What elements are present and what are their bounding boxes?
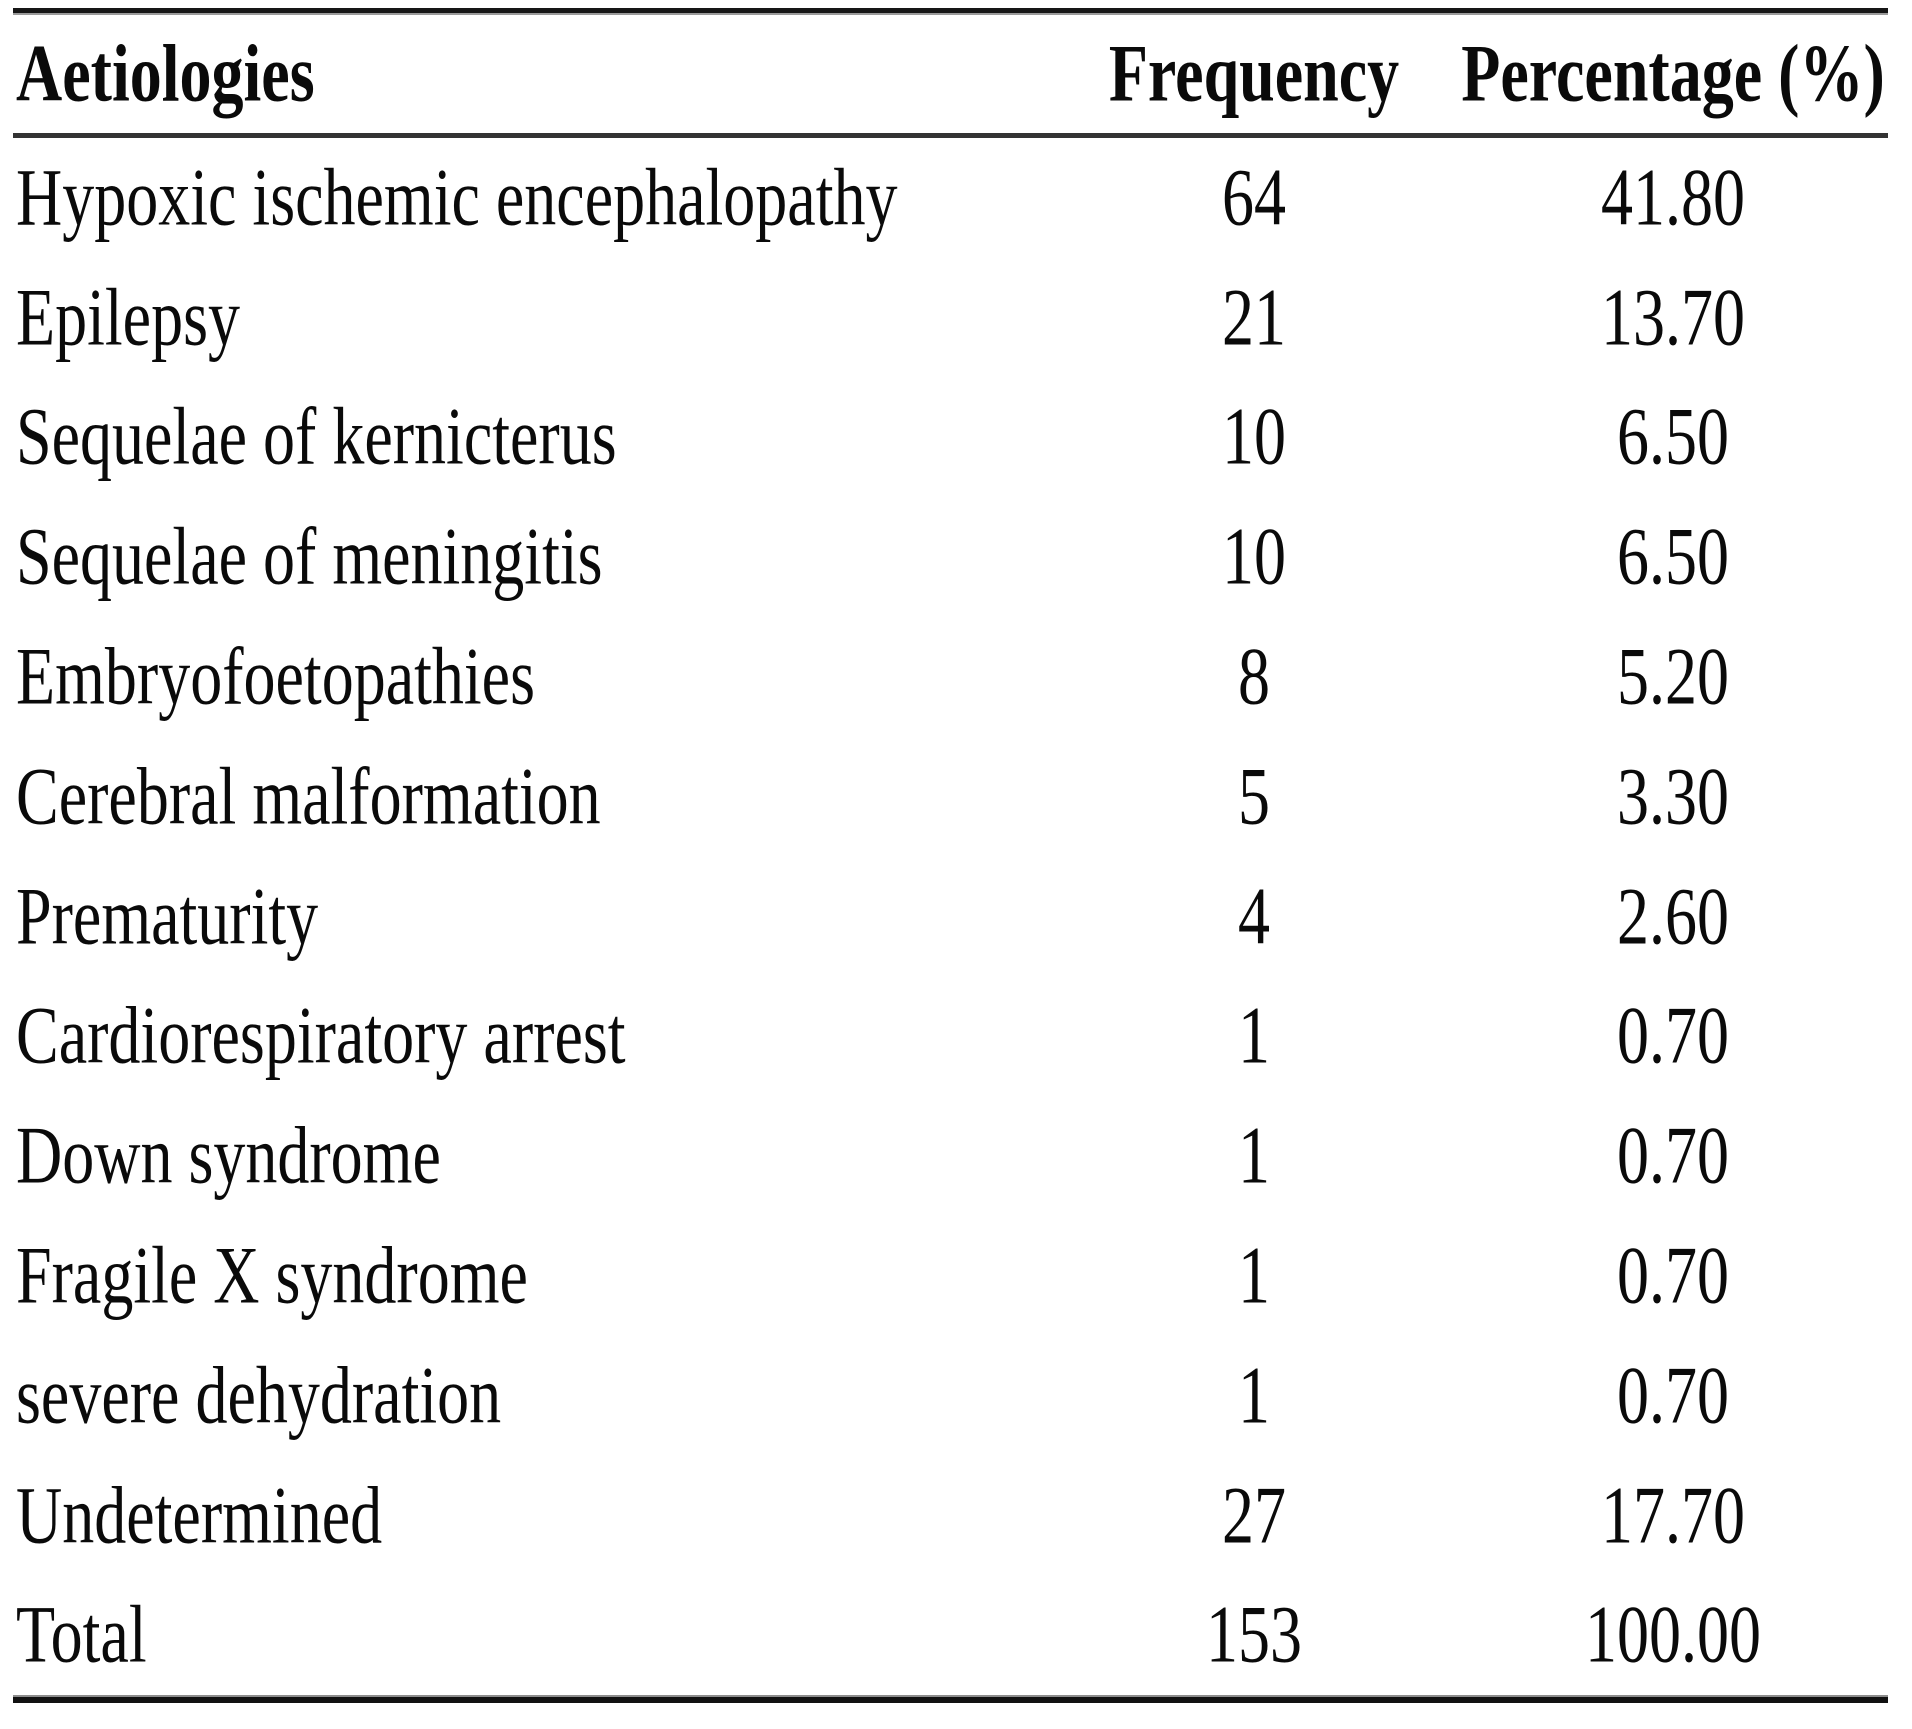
table-top-rule [13, 8, 1888, 15]
frequency-value: 64 [1222, 152, 1286, 243]
table-row [0, 1456, 1912, 1576]
percentage-cell [1458, 1469, 1888, 1561]
column-header-percentage-label: Percentage (%) [1461, 28, 1885, 119]
aetiology-value: Fragile X syndrome [16, 1230, 528, 1321]
frequency-cell [1050, 631, 1458, 722]
frequency-value: 1 [1238, 1350, 1270, 1441]
table-row [0, 138, 1912, 258]
percentage-cell [1458, 152, 1888, 243]
percentage-cell [1458, 870, 1888, 962]
percentage-value: 41.80 [1601, 152, 1745, 243]
percentage-cell [1458, 1230, 1888, 1321]
frequency-value: 4 [1238, 870, 1270, 962]
aetiology-value: Prematurity [16, 870, 319, 962]
percentage-value: 6.50 [1617, 391, 1729, 482]
table-bottom-rule [13, 1695, 1888, 1703]
frequency-value: 1 [1238, 990, 1270, 1081]
frequency-value: 21 [1222, 271, 1286, 363]
frequency-cell [1050, 1110, 1458, 1201]
frequency-cell [1050, 271, 1458, 363]
frequency-cell [1050, 751, 1458, 842]
percentage-value: 6.50 [1617, 511, 1729, 602]
table-row [0, 258, 1912, 378]
frequency-value: 1 [1238, 1110, 1270, 1201]
aetiology-cell [12, 631, 1050, 722]
column-header-aetiologies [12, 28, 1050, 119]
percentage-cell [1458, 751, 1888, 842]
table-body [0, 138, 1912, 1695]
table-row [0, 497, 1912, 617]
frequency-value: 1 [1238, 1230, 1270, 1321]
table-row [0, 1336, 1912, 1456]
table-row [0, 977, 1912, 1097]
aetiology-value: Undetermined [16, 1469, 383, 1561]
aetiology-cell [12, 1230, 1050, 1321]
percentage-cell [1458, 631, 1888, 722]
column-header-frequency-label: Frequency [1108, 28, 1400, 119]
percentage-cell [1458, 391, 1888, 482]
percentage-value: 3.30 [1617, 751, 1729, 842]
percentage-cell [1458, 1350, 1888, 1441]
table-row [0, 737, 1912, 857]
table-row [0, 857, 1912, 977]
aetiology-value: Epilepsy [16, 271, 240, 363]
percentage-value: 0.70 [1617, 1350, 1729, 1441]
table-header-row [0, 15, 1912, 133]
aetiology-value: Sequelae of meningitis [16, 511, 603, 602]
column-header-frequency [1050, 28, 1458, 119]
aetiology-cell [12, 271, 1050, 363]
percentage-value: 13.70 [1601, 271, 1745, 363]
aetiology-cell [12, 870, 1050, 962]
aetiology-value: Sequelae of kernicterus [16, 391, 617, 482]
percentage-value: 0.70 [1617, 1110, 1729, 1201]
aetiology-cell [12, 511, 1050, 602]
table-row [0, 378, 1912, 498]
frequency-cell [1050, 990, 1458, 1081]
percentage-value: 0.70 [1617, 990, 1729, 1081]
frequency-value: 10 [1222, 391, 1286, 482]
frequency-cell [1050, 1589, 1458, 1680]
percentage-value: 0.70 [1617, 1230, 1729, 1321]
aetiology-cell [12, 1469, 1050, 1561]
frequency-cell [1050, 1469, 1458, 1561]
aetiology-value: Down syndrome [16, 1110, 441, 1201]
table-row [0, 1216, 1912, 1336]
aetiology-value: Embryofoetopathies [16, 631, 535, 722]
aetiology-value: Hypoxic ischemic encephalopathy [16, 152, 898, 243]
percentage-cell [1458, 511, 1888, 602]
frequency-cell [1050, 391, 1458, 482]
frequency-cell [1050, 1350, 1458, 1441]
frequency-value: 5 [1238, 751, 1270, 842]
percentage-value: 100.00 [1585, 1589, 1761, 1680]
aetiology-value: Cerebral malformation [16, 751, 601, 842]
percentage-value: 2.60 [1617, 870, 1729, 962]
aetiology-cell [12, 1589, 1050, 1680]
table-row [0, 1096, 1912, 1216]
frequency-cell [1050, 870, 1458, 962]
frequency-cell [1050, 152, 1458, 243]
percentage-value: 5.20 [1617, 631, 1729, 722]
aetiology-value: severe dehydration [16, 1350, 502, 1441]
aetiology-cell [12, 1110, 1050, 1201]
column-header-percentage [1458, 28, 1888, 119]
frequency-value: 153 [1206, 1589, 1302, 1680]
percentage-cell [1458, 1110, 1888, 1201]
aetiology-value: Cardiorespiratory arrest [16, 990, 626, 1081]
aetiology-cell [12, 990, 1050, 1081]
aetiology-cell [12, 1350, 1050, 1441]
percentage-cell [1458, 1589, 1888, 1680]
table-row [0, 617, 1912, 737]
frequency-value: 10 [1222, 511, 1286, 602]
percentage-cell [1458, 271, 1888, 363]
column-header-aetiologies-label: Aetiologies [16, 28, 315, 119]
table-row [0, 1576, 1912, 1696]
aetiology-value: Total [16, 1589, 147, 1680]
percentage-cell [1458, 990, 1888, 1081]
frequency-value: 8 [1238, 631, 1270, 722]
frequency-cell [1050, 511, 1458, 602]
aetiology-cell [12, 751, 1050, 842]
aetiology-cell [12, 391, 1050, 482]
frequency-cell [1050, 1230, 1458, 1321]
aetiology-cell [12, 152, 1050, 243]
percentage-value: 17.70 [1601, 1469, 1745, 1561]
frequency-value: 27 [1222, 1469, 1286, 1561]
